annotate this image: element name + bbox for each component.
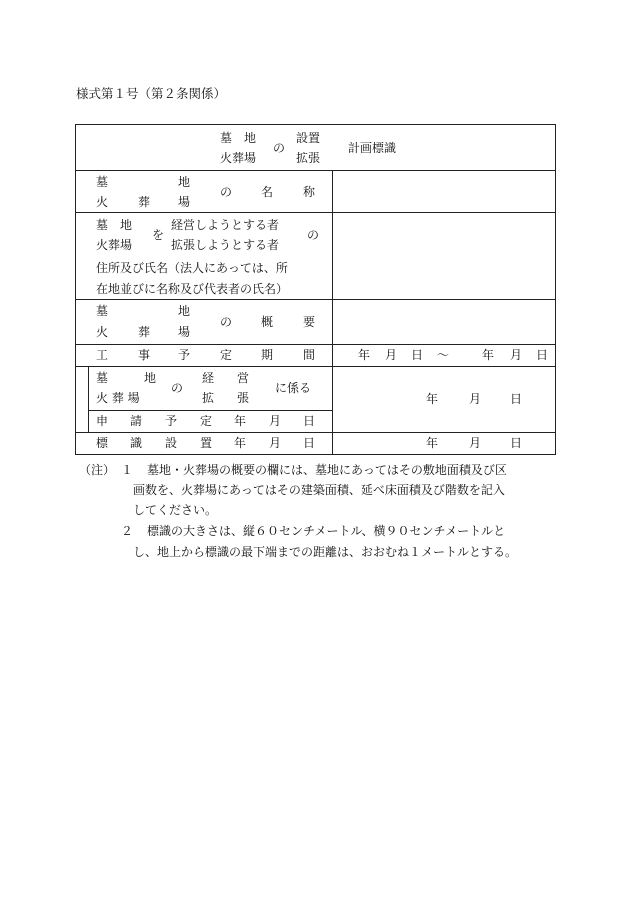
note-2-number: ２: [121, 524, 134, 538]
row-divider: [75, 344, 556, 345]
application-label-char: 申: [96, 414, 109, 428]
name-label-ka: 火: [96, 195, 109, 209]
note-1-line3: してください。: [133, 503, 218, 517]
column-divider: [332, 170, 333, 454]
application-label-char: 定: [200, 414, 213, 428]
construction-label-char: 予: [178, 348, 191, 362]
operator-address-line1: 住所及び氏名（法人にあっては、所: [96, 261, 288, 275]
sign-label-char: 置: [200, 436, 213, 450]
operator-keiei: 経営しようとする者: [171, 218, 280, 232]
note-1-line1: 墓地・火葬場の概要の欄には、墓地にあってはその敷地面積及び区: [147, 463, 507, 477]
application-kei: 経: [202, 371, 215, 385]
header-no: の: [273, 141, 286, 155]
row-divider: [75, 432, 556, 433]
outline-label-yo: 要: [303, 315, 316, 329]
application-label-char: 日: [303, 414, 316, 428]
application-label-char: 請: [130, 414, 143, 428]
application-chi: 地: [144, 371, 157, 385]
header-title: 計画標識: [348, 141, 397, 155]
construction-end-month: 月: [510, 348, 523, 362]
operator-kakucho: 拡張しようとする者: [171, 238, 280, 252]
operator-wo: を: [152, 228, 165, 242]
construction-start-year: 年: [358, 348, 371, 362]
sign-month: 月: [469, 436, 482, 450]
construction-range-tilde: ～: [437, 348, 450, 362]
header-kakucho: 拡張: [296, 151, 321, 165]
operator-address-line2: 在地並びに名称及び代表者の氏名）: [96, 282, 289, 296]
header-kasoba: 火葬場: [220, 151, 257, 165]
sign-year: 年: [426, 436, 439, 450]
note-1-number: １: [121, 463, 134, 477]
name-label-bo: 墓: [96, 175, 109, 189]
sign-label-char: 年: [234, 436, 247, 450]
application-year: 年: [426, 392, 439, 406]
column-divider-inner: [88, 366, 89, 432]
name-label-chi: 地: [178, 175, 191, 189]
application-month: 月: [469, 392, 482, 406]
row-divider-inner: [88, 410, 332, 411]
row-divider: [75, 212, 556, 213]
outline-label-gai: 概: [261, 315, 274, 329]
name-label-so: 葬: [138, 195, 151, 209]
construction-label-char: 期: [261, 348, 274, 362]
construction-label-char: 定: [220, 348, 233, 362]
notes-prefix: （注）: [79, 463, 116, 477]
application-ni-kakaru: に係る: [275, 381, 312, 395]
construction-label-char: 間: [303, 348, 316, 362]
name-label-ba: 場: [178, 195, 191, 209]
construction-start-month: 月: [385, 348, 398, 362]
note-2-line2: し、地上から標識の最下端までの距離は、おおむね１メートルとする。: [133, 545, 518, 559]
application-day: 日: [510, 392, 523, 406]
note-1-line2: 画数を、火葬場にあってはその建築面積、延べ床面積及び階数を記入: [133, 483, 505, 497]
outline-label-no: の: [220, 315, 233, 329]
application-bo: 墓: [96, 371, 109, 385]
outline-label-chi: 地: [178, 304, 191, 318]
row-divider: [75, 299, 556, 300]
application-label-char: 予: [165, 414, 178, 428]
name-label-sho: 称: [303, 185, 316, 199]
name-label-no: の: [220, 185, 233, 199]
construction-label-char: 事: [138, 348, 151, 362]
construction-start-day: 日: [411, 348, 424, 362]
application-label-char: 月: [269, 414, 282, 428]
application-label-char: 年: [234, 414, 247, 428]
outline-label-ba: 場: [178, 325, 191, 339]
operator-bochi: 墓 地: [96, 218, 133, 232]
sign-label-char: 日: [303, 436, 316, 450]
sign-day: 日: [510, 436, 523, 450]
application-ei: 営: [237, 371, 250, 385]
application-cho: 張: [237, 391, 250, 405]
construction-end-year: 年: [482, 348, 495, 362]
row-divider: [75, 366, 556, 367]
sign-label-char: 識: [130, 436, 143, 450]
name-label-mei: 名: [261, 185, 274, 199]
row-divider: [75, 170, 556, 171]
construction-end-day: 日: [536, 348, 549, 362]
outline-label-ka: 火: [96, 325, 109, 339]
application-kasoba: 火 葬 場: [96, 391, 140, 405]
form-number: 様式第１号（第２条関係）: [76, 86, 227, 101]
application-kaku: 拡: [202, 391, 215, 405]
operator-no: の: [307, 228, 320, 242]
operator-kasoba: 火葬場: [96, 238, 133, 252]
note-2-line1: 標識の大きさは、縦６０センチメートル、横９０センチメートルと: [147, 524, 506, 538]
construction-label-char: 工: [96, 348, 109, 362]
sign-label-char: 標: [96, 436, 109, 450]
header-secchi: 設置: [296, 131, 321, 145]
application-no: の: [171, 381, 184, 395]
outline-label-so: 葬: [138, 325, 151, 339]
sign-label-char: 月: [269, 436, 282, 450]
sign-label-char: 設: [165, 436, 178, 450]
outline-label-bo: 墓: [96, 304, 109, 318]
header-bochi: 墓 地: [220, 131, 257, 145]
